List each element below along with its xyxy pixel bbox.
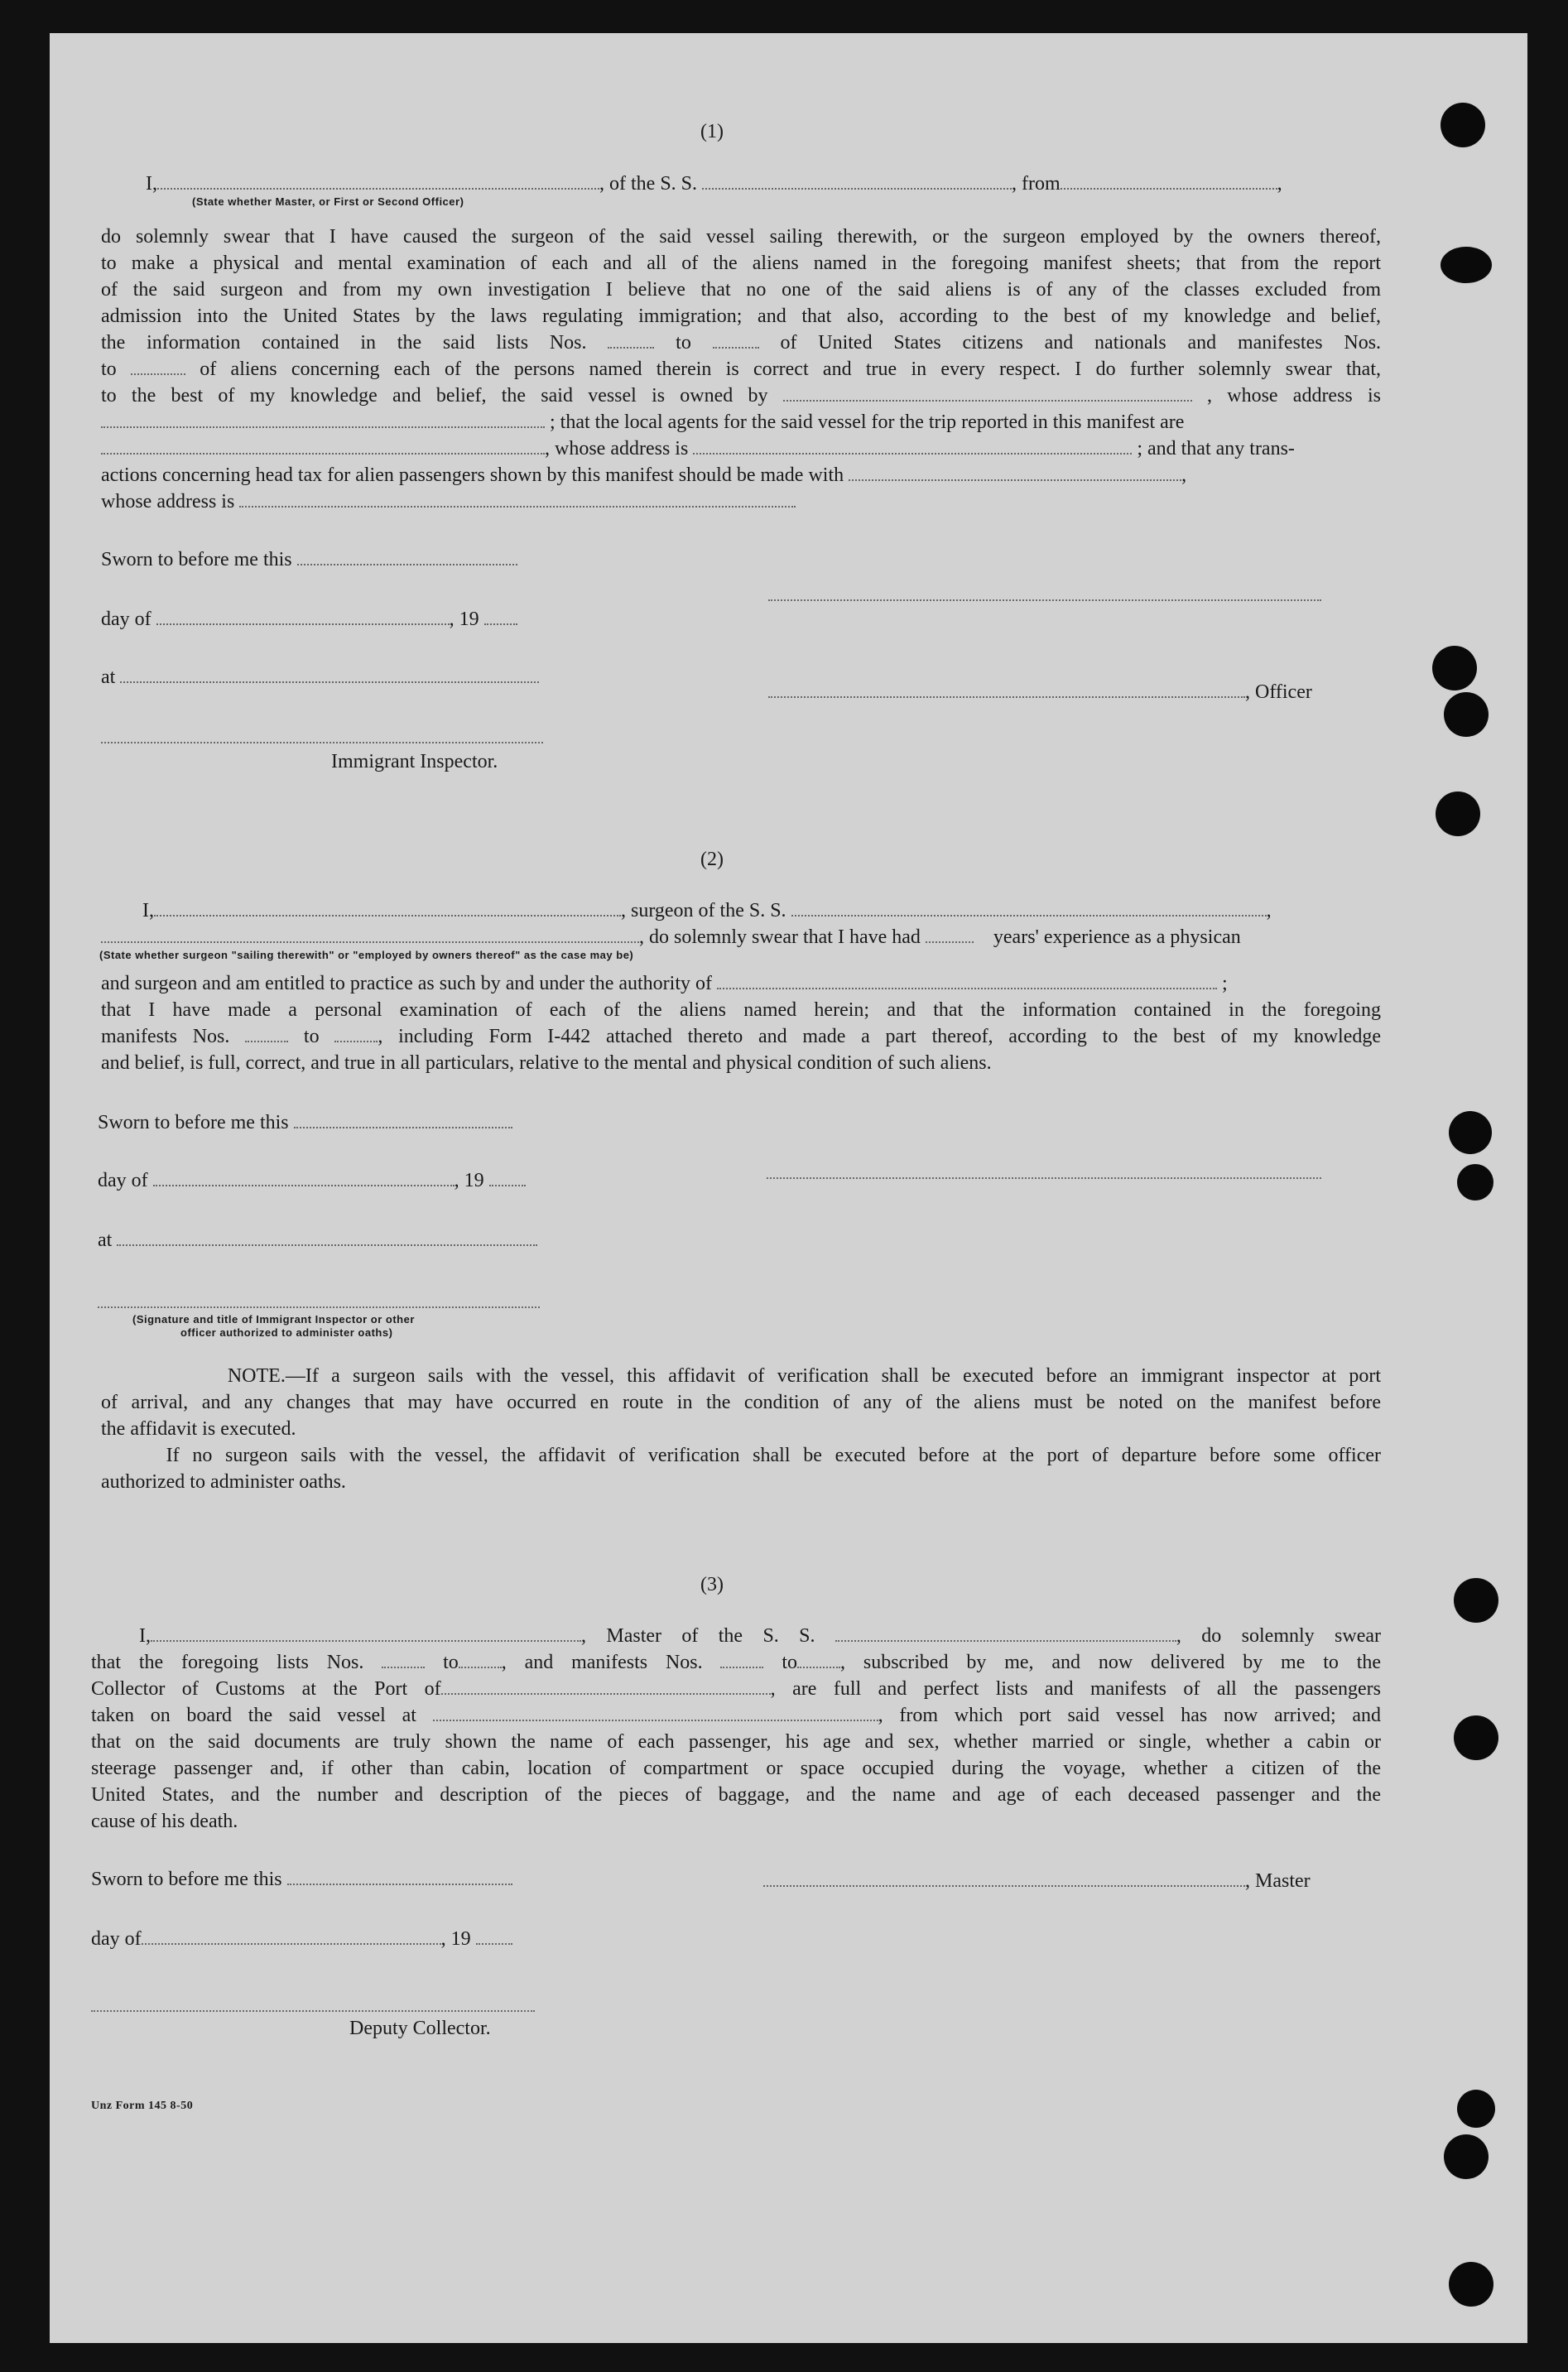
oath-3-paragraph-line: cause of his death. [91, 1811, 238, 1832]
inspector-signature-line [101, 742, 543, 743]
punch-hole [1449, 2262, 1493, 2307]
master-signature-line [768, 599, 1321, 601]
note-paragraph-line: If no surgeon sails with the vessel, the affidavit of verification shall be executed before at the port of departure before some officer [166, 1445, 1382, 1466]
oath-3-paragraph-line: United States, and the number and description of the pieces of baggage, and the name and age of each deceased passenger and the [91, 1784, 1381, 1806]
oath-1-paragraph-line: admission into the United States by the laws regulating immigration; and that also, according to the best of my knowledge and belief, [101, 306, 1381, 327]
oath-2-line-5: manifests Nos. to , including Form I-442 attached thereto and made a part thereof, according to the best of my knowledge [101, 1026, 1382, 1047]
oath-3-line-1: I, , Master of the S. S. , do solemnly swear [139, 1625, 1381, 1647]
immigrant-inspector-label: Immigrant Inspector. [331, 751, 498, 772]
oath-1-line-9: ; that the local agents for the said vessel for the trip reported in this manifest are [101, 409, 1381, 435]
form-number: Unz Form 145 8-50 [91, 2100, 194, 2112]
at-label: at [98, 1227, 537, 1253]
oath-1-line-8: to the best of my knowledge and belief, the said vessel is owned by , whose address is [101, 385, 1382, 407]
oath-1-paragraph-line: of the said surgeon and from my own investigation I believe that no one of the said aliens is of any of the classes excluded from [101, 279, 1381, 301]
section-2-number: (2) [700, 849, 724, 870]
oath-1-line-10: , whose address is ; and that any trans- [101, 435, 1381, 462]
signature-caption: officer authorized to administer oaths) [180, 1326, 393, 1339]
punch-hole [1457, 2090, 1495, 2128]
oath-3-line-2: that the foregoing lists Nos. to , and manifests Nos. to , subscribed by me, and now delivered by me to the [91, 1652, 1382, 1673]
oath-2-line-3: and surgeon and am entitled to practice as such by and under the authority of ; [101, 973, 1228, 994]
form-page [50, 33, 1527, 2343]
oath-2-line-2: , do solemnly swear that I have had years' experience as a physican [101, 924, 1381, 950]
oath-1-line-6: the information contained in the said lists Nos. to of United States citizens and nationals and manifestes Nos. [101, 332, 1382, 354]
oath-3-paragraph-line: steerage passenger and, if other than cabin, location of compartment or space occupied during the voyage, whether a citizen of the [91, 1758, 1381, 1779]
day-of-label: day of , 19 [101, 606, 517, 633]
officer-rank-caption: (State whether Master, or First or Second Officer) [192, 195, 464, 208]
oath-3-line-3: Collector of Customs at the Port of , are full and perfect lists and manifests of all the passengers [91, 1678, 1381, 1700]
surgeon-status-caption: (State whether surgeon "sailing therewith" or "employed by owners thereof" as the case may be) [99, 949, 634, 961]
punch-hole [1449, 1111, 1492, 1154]
oath-1-line-7: to of aliens concerning each of the persons named therein is correct and true in every respect. I do further solemnly swear that, [101, 358, 1381, 380]
note-paragraph-line: of arrival, and any changes that may have occurred en route in the condition of any of the aliens must be noted on the manifest before [101, 1392, 1381, 1413]
signature-caption: (Signature and title of Immigrant Inspector or other [132, 1313, 415, 1326]
note-paragraph-line: authorized to administer oaths. [101, 1471, 346, 1493]
sworn-label: Sworn to before me this [91, 1866, 512, 1893]
oath-3-paragraph-line: that on the said documents are truly shown the name of each passenger, his age and sex, whether married or single, whether a cabin or [91, 1731, 1381, 1753]
punch-hole [1444, 2134, 1489, 2179]
collector-signature-line [91, 2010, 535, 2012]
punch-hole [1454, 1578, 1498, 1623]
officer-signature-line: , Officer [768, 679, 1312, 705]
oath-2-line-6: and belief, is full, correct, and true in all particulars, relative to the mental and physical condition of such aliens. [101, 1052, 992, 1074]
punch-hole [1444, 692, 1489, 737]
oath-2-line-1: I, , surgeon of the S. S. , [142, 900, 1272, 921]
master-signature-line: , Master [763, 1868, 1311, 1894]
punch-hole [1454, 1715, 1498, 1760]
sworn-label: Sworn to before me this [98, 1109, 512, 1136]
day-of-label: day of , 19 [98, 1167, 526, 1194]
day-of-label: day of , 19 [91, 1926, 512, 1952]
section-3-number: (3) [700, 1574, 724, 1595]
surgeon-signature-line [767, 1177, 1321, 1179]
oath-1-paragraph-line: to make a physical and mental examination of each and all of the aliens named in the foregoing manifest sheets; that from the report [101, 253, 1381, 274]
note-paragraph-line: the affidavit is executed. [101, 1418, 296, 1440]
oath-3-line-4: taken on board the said vessel at , from which port said vessel has now arrived; and [91, 1705, 1382, 1726]
deputy-collector-label: Deputy Collector. [349, 2018, 491, 2039]
punch-hole [1436, 791, 1480, 836]
punch-hole [1441, 103, 1485, 147]
punch-hole [1441, 247, 1492, 283]
at-label: at [101, 664, 539, 690]
note-paragraph-line: NOTE.—If a surgeon sails with the vessel, this affidavit of verification shall be executed before an immigrant inspector at port [227, 1365, 1381, 1387]
oath-1-line-12: whose address is [101, 488, 796, 515]
oath-1-line-11: actions concerning head tax for alien passengers shown by this manifest should be made with , [101, 464, 1187, 486]
sworn-label: Sworn to before me this [101, 546, 517, 573]
punch-hole [1457, 1164, 1493, 1200]
punch-hole [1432, 646, 1477, 690]
oath-1-line-1: I, , of the S. S. , from , [146, 173, 1282, 195]
inspector-signature-line [98, 1306, 540, 1308]
oath-2-line-4: that I have made a personal examination of each of the aliens named herein; and that the information contained in the foregoing [101, 999, 1381, 1021]
oath-1-paragraph-line: do solemnly swear that I have caused the surgeon of the said vessel sailing therewith, or the surgeon employed by the owners thereof, [101, 226, 1381, 248]
section-1-number: (1) [700, 121, 724, 142]
